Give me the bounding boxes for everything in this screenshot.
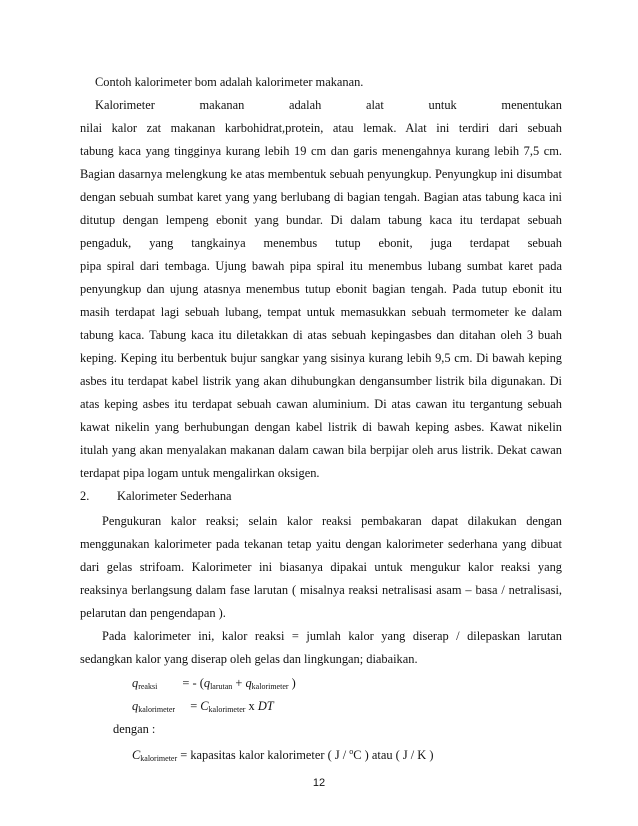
text-line: menggunakan kalorimeter pada tekanan tetap yaitu dengan kalorimeter sederhana yang dibuat <box>80 537 562 551</box>
text-line: nilai kalor zat makanan karbohidrat,protein, atau lemak. Alat ini terdiri dari sebuah <box>80 121 562 135</box>
text-line: atas keping asbes itu terdapat sebuah cawan aluminium. Di atas cawan itu tergantung sebuah <box>80 397 562 411</box>
text-line: dengan sebuah sumbat karet yang yang berlubang di bagian tengah. Bagian atas tabung kaca ini <box>80 190 562 204</box>
formula-c-kalorimeter: $C_{kalorimeter}$ = kapasitas kalor kalorimeter ( J / $^o$C ) atau ( J / K ) <box>132 747 434 764</box>
text-line: pengaduk, yang tangkainya menembus tutup ebonit, juga terdapat sebuah <box>80 236 562 250</box>
text-line: pipa spiral dari tembaga. Ujung bawah pipa spiral itu menembus lubang sumbat karet pada <box>80 259 562 273</box>
text-line: terdapat pipa logam untuk mengalirkan oksigen. <box>80 466 320 480</box>
text-line: sedangkan kalor yang diserap oleh gelas dan lingkungan; diabaikan. <box>80 652 418 666</box>
section-title: Kalorimeter Sederhana <box>117 489 232 503</box>
text-line: penyungkup dan ujung atasnya menembus tutup ebonit bagian tengah. Pada tutup ebonit itu <box>80 282 562 296</box>
dengan-label: dengan : <box>113 722 156 736</box>
text-line: dari gelas strifoam. Kalorimeter ini biasanya dipakai untuk mengukur kalor reaksi yang <box>80 560 562 574</box>
formula-q-reaksi: $q_{reaksi}$ = - ($q_{larutan} + q_{kalorimeter}$ ) <box>132 676 296 691</box>
text-line: Kalorimeter makanan adalah alat untuk menentukan <box>95 98 562 112</box>
text-line: Contoh kalorimeter bom adalah kalorimeter makanan. <box>95 75 364 89</box>
text-line: pelarutan dan pengendapan ). <box>80 606 226 620</box>
text-line: Bagian dasarnya melengkung ke atas membentuk sebuah penyungkup. Penyungkup ini disumbat <box>80 167 562 181</box>
text-line: itulah yang akan menyalakan makanan dalam cawan bila berpijar oleh arus listrik. Dekat cawan <box>80 443 562 457</box>
text-line: tabung kaca. Tabung kaca itu diletakkan di atas sebuah kepingasbes dan ditahan oleh 3 buah <box>80 328 562 342</box>
text-line: reaksinya berlangsung dalam fase larutan ( misalnya reaksi netralisasi asam – basa / netralisasi, <box>80 583 562 597</box>
text-line: asbes itu terdapat kabel listrik yang akan dihubungkan dengansumber listrik bila digunakan. Di <box>80 374 562 388</box>
formula-q-kalorimeter: $q_{kalorimeter} = C_{kalorimeter}$ x DT <box>132 699 274 714</box>
text-line: tabung kaca yang tingginya kurang lebih 19 cm dan garis menengahnya kurang lebih 7,5 cm. <box>80 144 562 158</box>
text-line: keping. Keping itu berbentuk bujur sangkar yang sisinya kurang lebih 9,5 cm. Di bawah keping <box>80 351 562 365</box>
text-line: ditutup dengan lempeng ebonit yang bundar. Di dalam tabung kaca itu terdapat sebuah <box>80 213 562 227</box>
text-line: kawat nikelin yang berhubungan dengan kabel listrik di bawah keping asbes. Kawat nikelin <box>80 420 562 434</box>
page-number: 12 <box>312 777 326 789</box>
section-number: 2. <box>80 489 90 503</box>
text-line: Pada kalorimeter ini, kalor reaksi = jumlah kalor yang diserap / dilepaskan larutan <box>102 629 562 643</box>
text-line: Pengukuran kalor reaksi; selain kalor reaksi pembakaran dapat dilakukan dengan <box>102 514 562 528</box>
text-line: masih terdapat lagi sebuah lubang, tempat untuk memasukkan sebuah termometer ke dalam <box>80 305 562 319</box>
